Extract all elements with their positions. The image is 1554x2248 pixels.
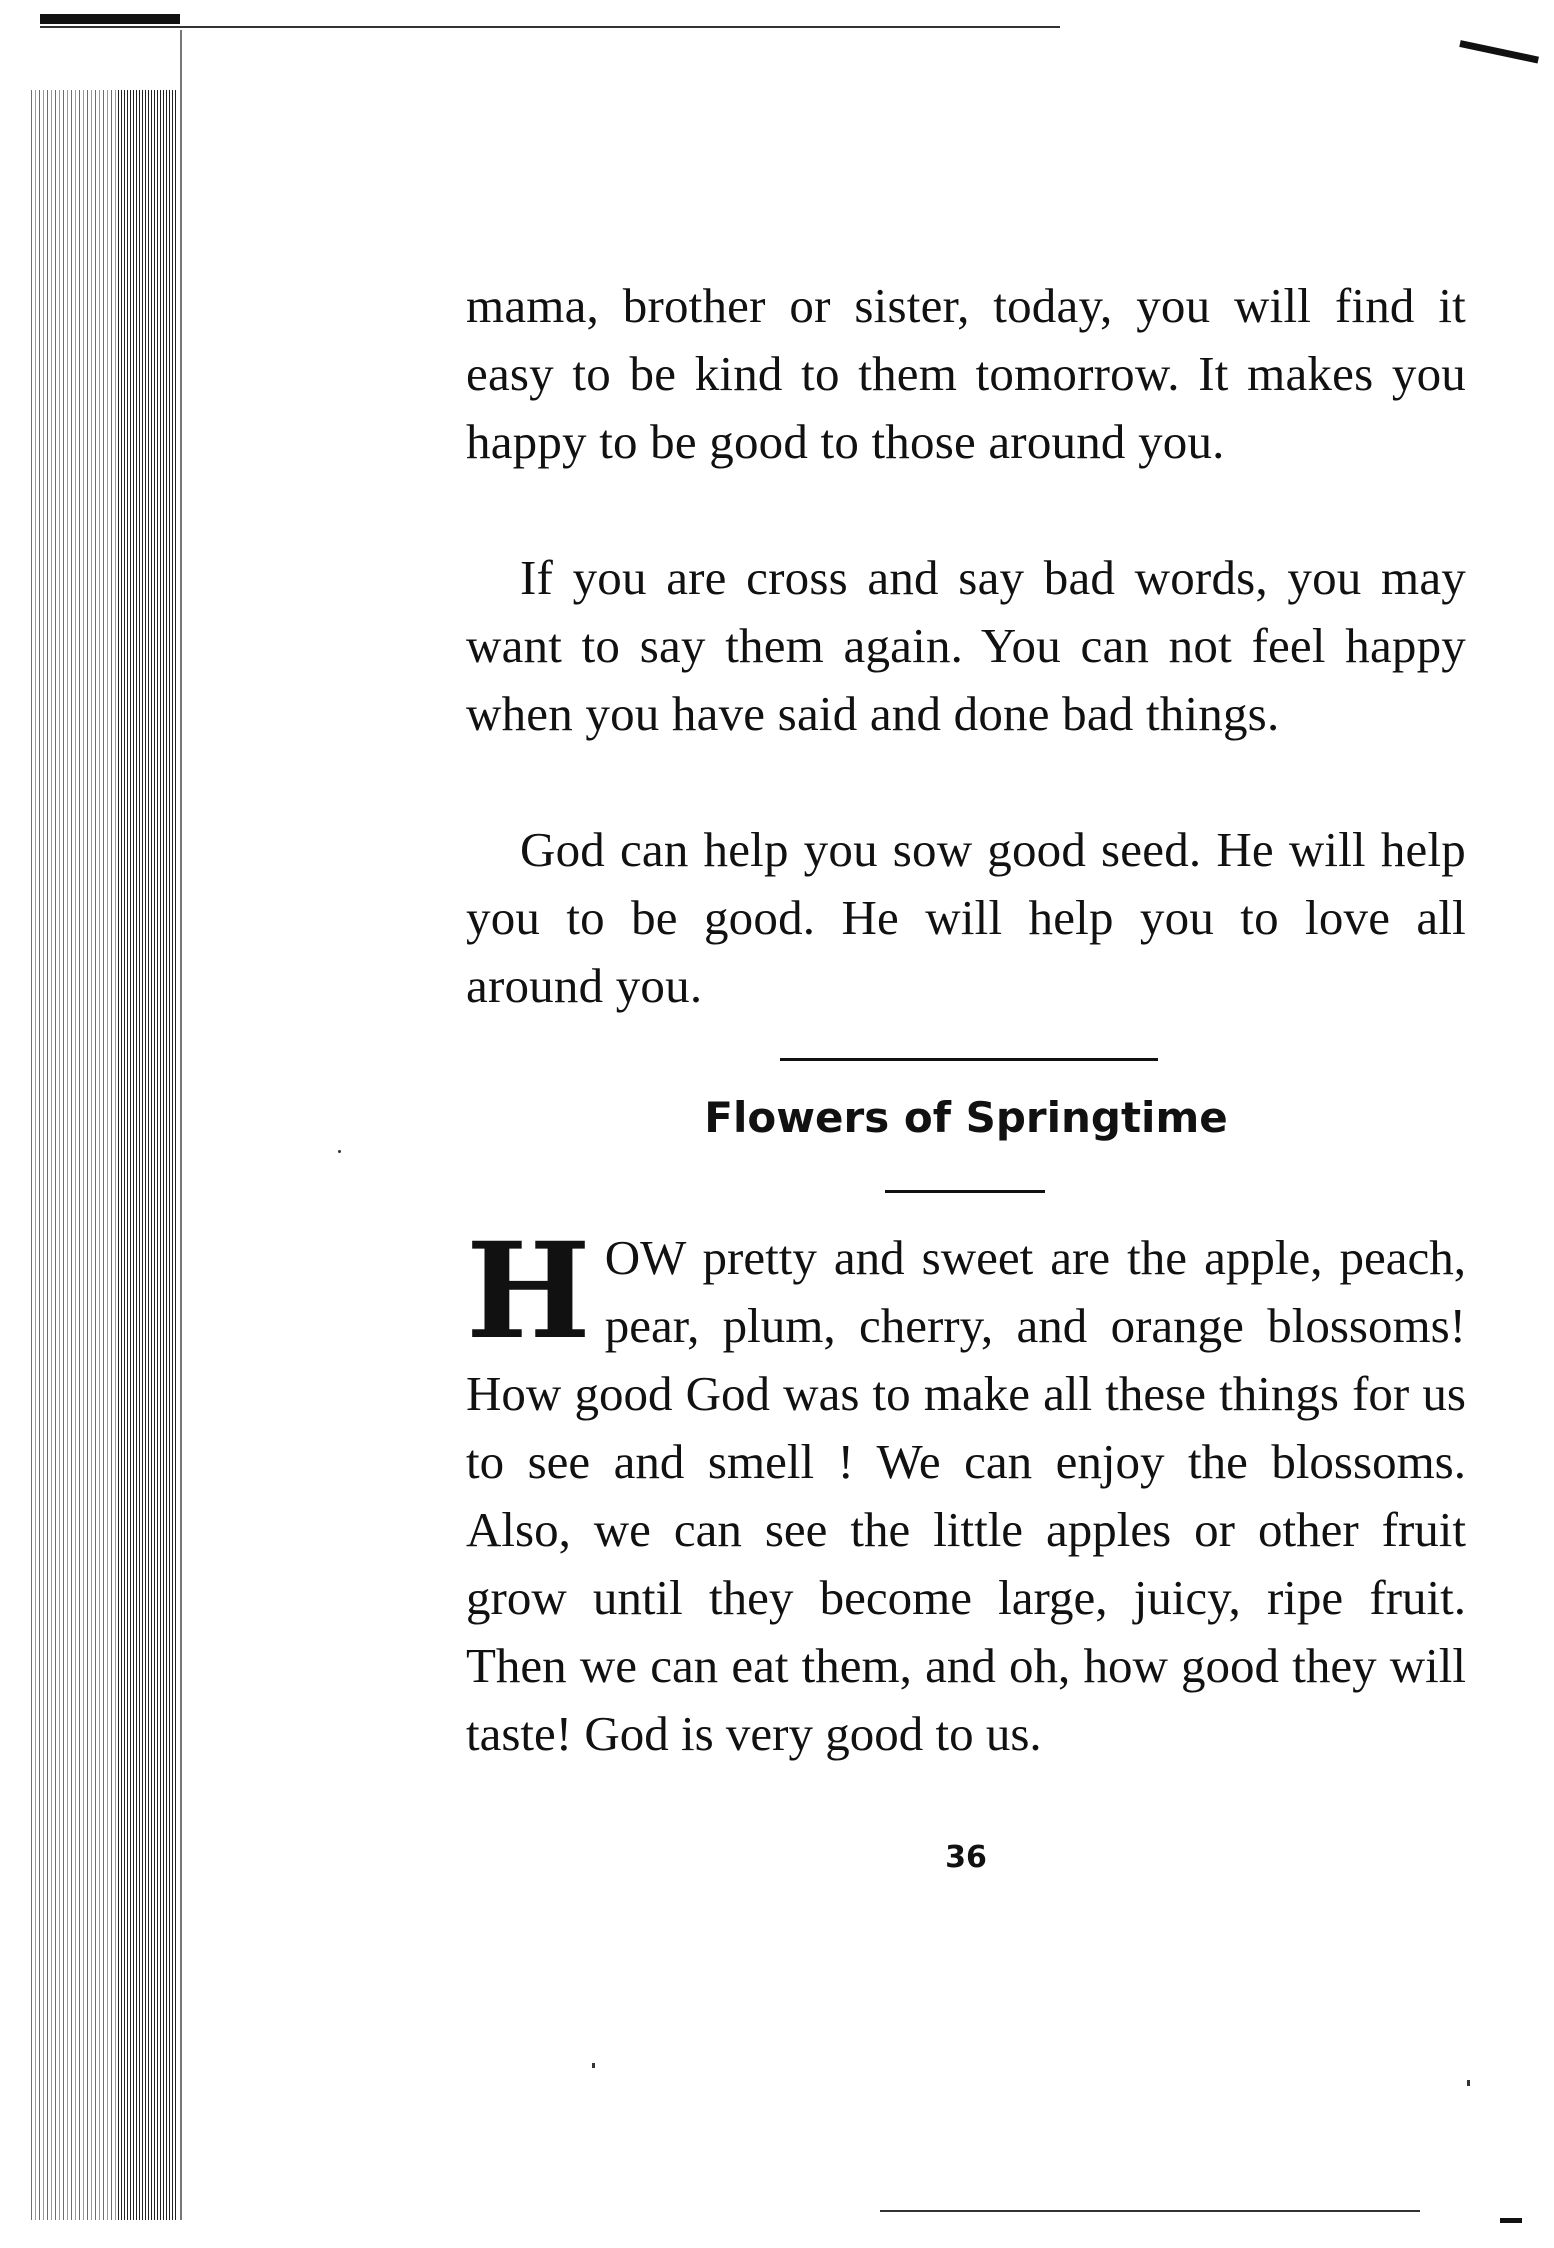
scan-speck — [338, 1150, 341, 1153]
page-gutter-line — [180, 30, 182, 2220]
paragraph-text: If you are cross and say bad words, you may want to say them again. You can not feel happy when you have said and done bad things. — [466, 550, 1466, 741]
scan-speck — [592, 2063, 595, 2068]
section-divider-top — [780, 1058, 1158, 1061]
section-divider-bottom — [885, 1190, 1045, 1193]
book-spine-edge-dark — [118, 90, 176, 2220]
paragraph — [466, 816, 1466, 1020]
paragraph-text: mama, brother or sister, today, you will find it easy to be kind to them tomorrow. It makes you happy to be good to those around you. — [466, 278, 1466, 469]
section-paragraph — [466, 1214, 1466, 1768]
scan-speck — [1467, 2080, 1470, 2086]
scan-bottom-line — [880, 2210, 1420, 2212]
paragraph-text-with-drop-cap — [466, 1214, 1466, 1768]
paragraph — [466, 544, 1466, 748]
paragraph-text: OW pretty and sweet are the apple, peach, pear, plum, cherry, and orange blossoms! How good God was to make all these things for us to see and smell ! We can enjoy the blossoms. Also, we can see the little apples or other fruit grow until they become large, juicy, ripe fruit. Then we can eat them, and oh, how good they will taste! God is very good to us. — [466, 1230, 1466, 1761]
page-number: 36 — [945, 1840, 987, 1875]
scan-edge-mark — [40, 14, 180, 24]
scan-bottom-mark — [1500, 2218, 1522, 2223]
paragraph-text: God can help you sow good seed. He will help you to be good. He will help you to love all around you. — [466, 822, 1466, 1013]
scan-top-line — [40, 26, 1060, 28]
scan-corner-mark — [1459, 40, 1539, 63]
paragraph-continued — [466, 272, 1466, 476]
section-heading: Flowers of Springtime — [704, 1093, 1228, 1142]
drop-cap: H — [466, 1214, 591, 1369]
